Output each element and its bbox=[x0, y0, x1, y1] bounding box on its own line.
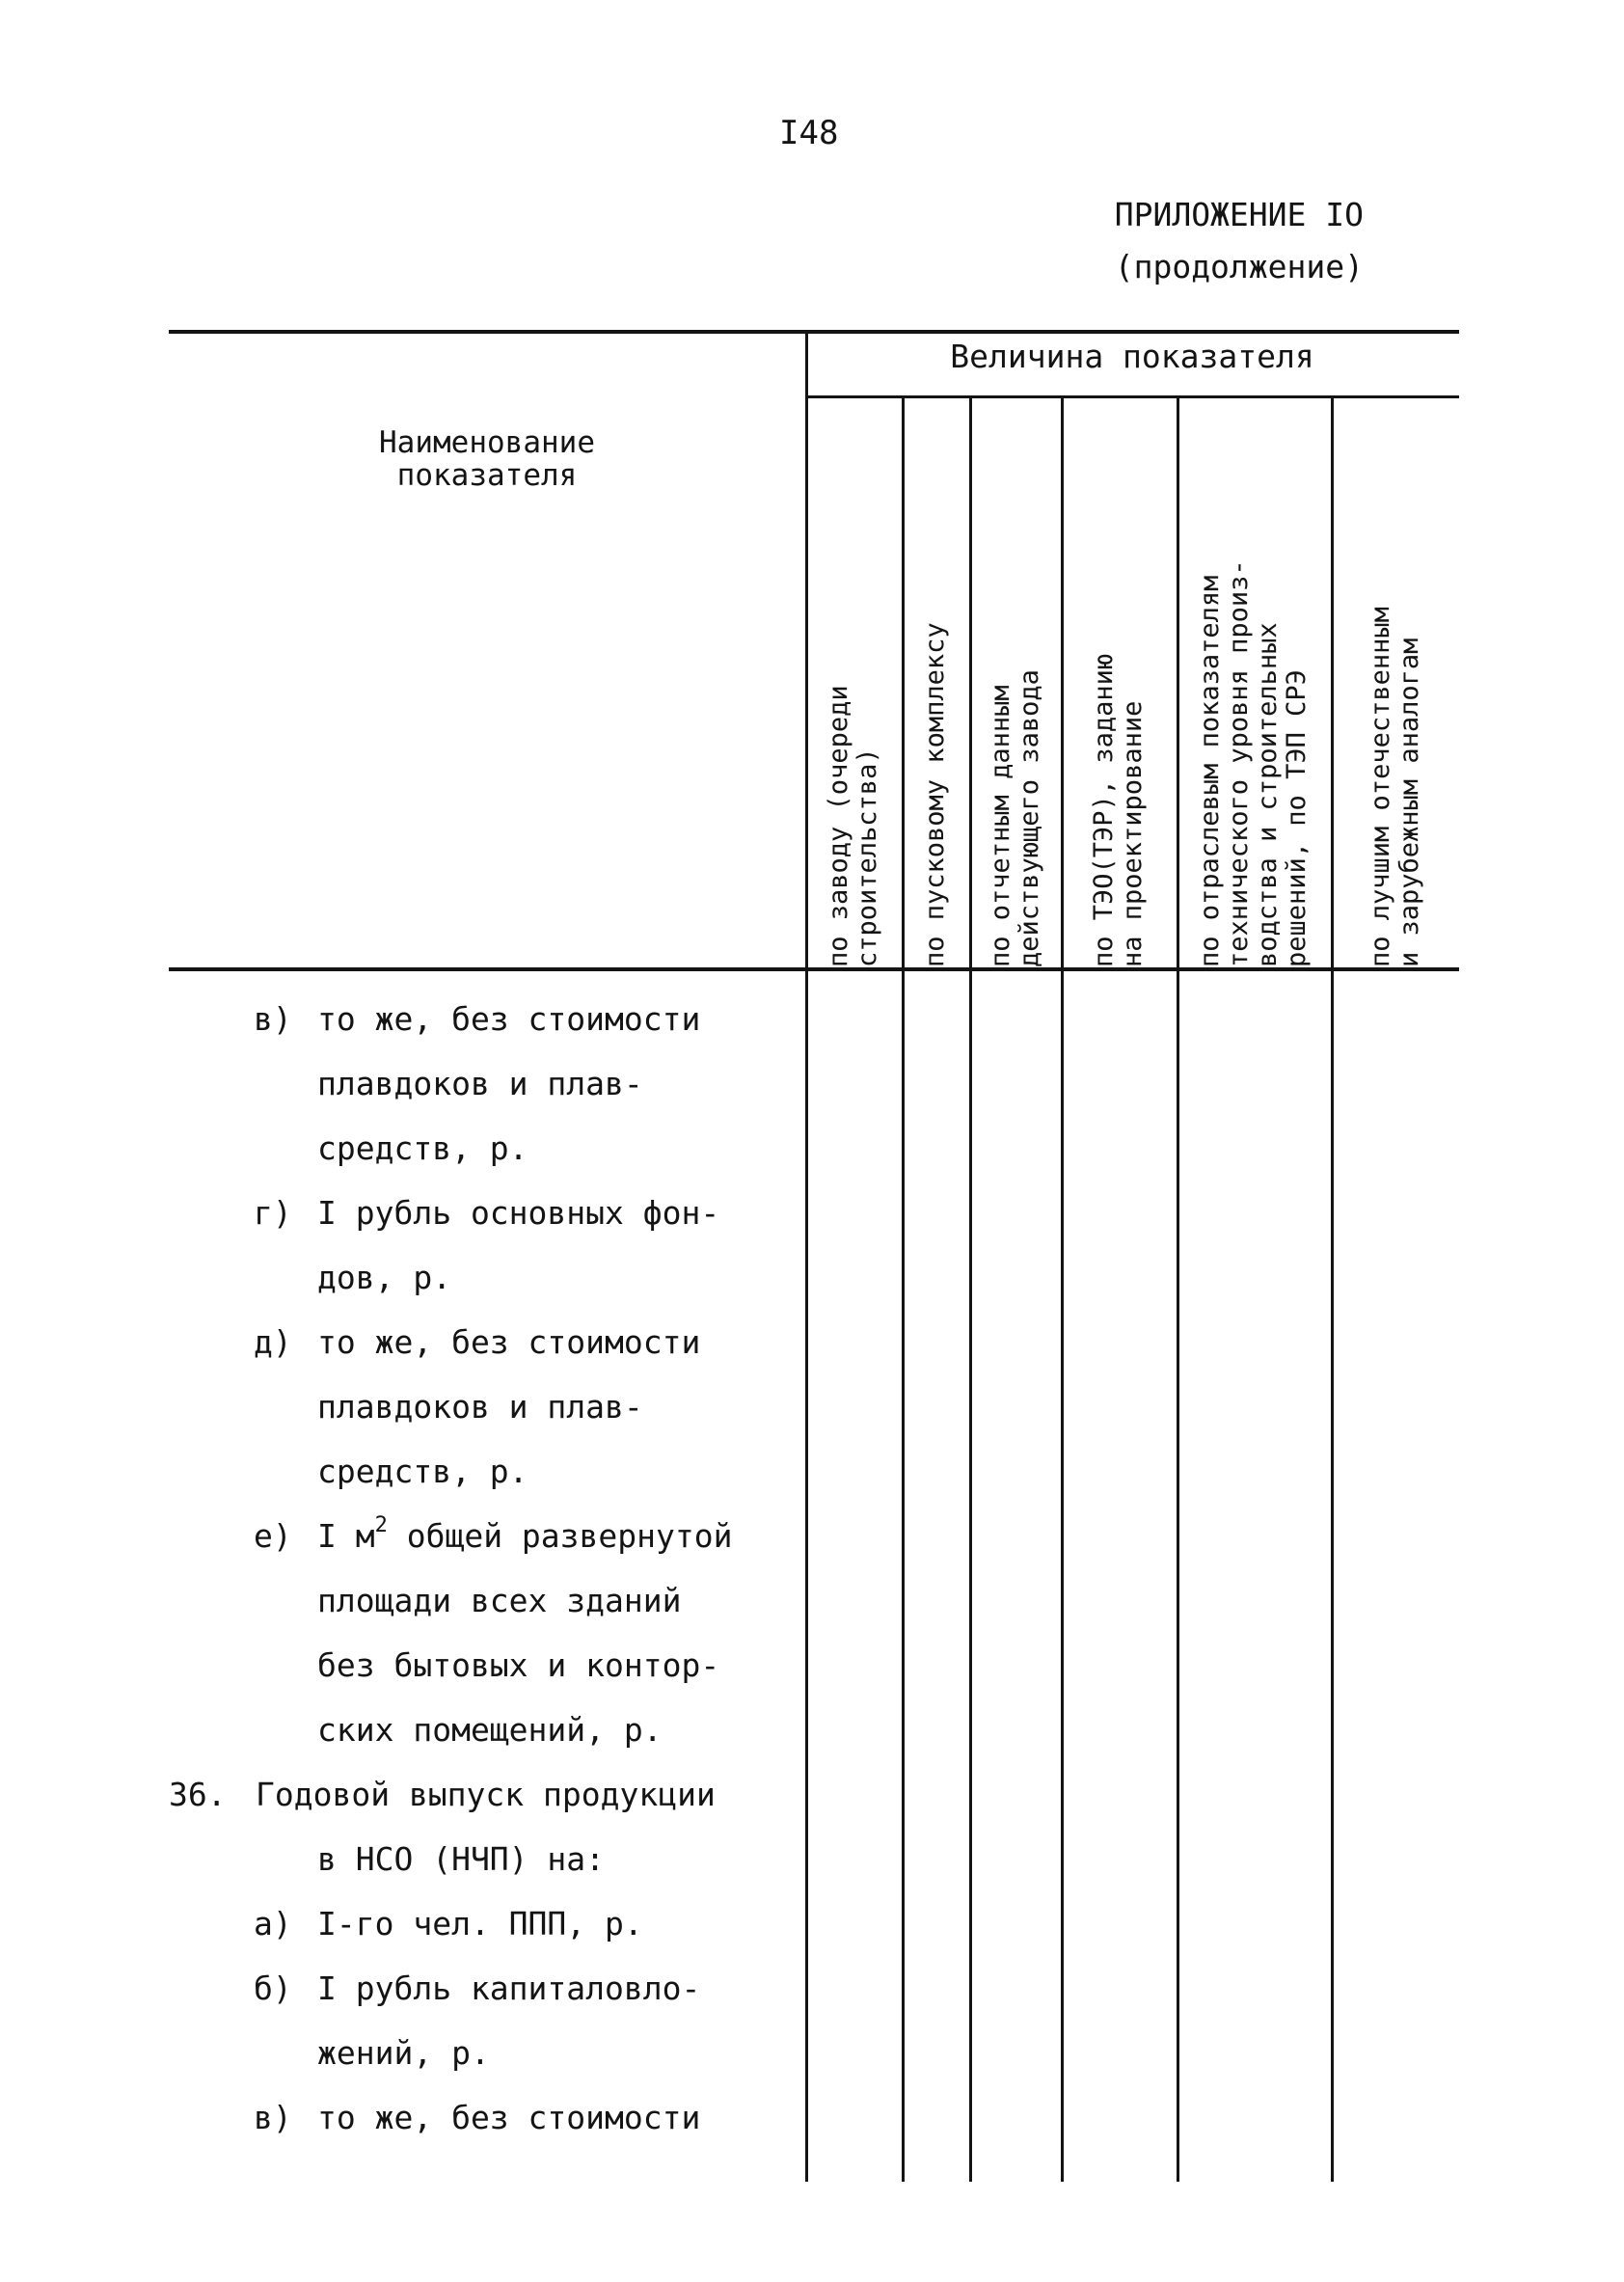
column-divider bbox=[969, 395, 972, 2182]
column-header-line: действующего завода bbox=[1015, 669, 1044, 967]
row-text: I м bbox=[317, 1517, 375, 1555]
row-text: I-го чел. ППП, р. bbox=[317, 1905, 643, 1942]
row-text: то же, без стоимости bbox=[317, 1000, 701, 1038]
column-header bbox=[825, 685, 882, 967]
table-row bbox=[169, 1762, 716, 1827]
name-header bbox=[169, 426, 805, 492]
column-header-line: и зарубежным аналогам bbox=[1394, 638, 1424, 967]
table-row bbox=[254, 1181, 719, 1245]
row-label: б) bbox=[254, 1970, 292, 2007]
column-header-line: технического уровня произ- bbox=[1224, 559, 1254, 967]
table-row bbox=[254, 987, 700, 1051]
column-divider bbox=[1177, 395, 1179, 2182]
row-label: е) bbox=[254, 1517, 292, 1555]
column-divider bbox=[1331, 395, 1334, 2182]
row-text: без бытовых и контор- bbox=[317, 1646, 720, 1684]
column-header-line: на проектирование bbox=[1118, 700, 1148, 967]
appendix-heading bbox=[1115, 189, 1364, 293]
table-row bbox=[254, 1051, 643, 1116]
group-header: Величина показателя bbox=[950, 338, 1314, 375]
row-text: то же, без стоимости bbox=[317, 2099, 701, 2136]
column-header-line: по пусковому комплексу bbox=[920, 622, 950, 967]
row-text: I рубль капиталовло- bbox=[317, 1970, 701, 2007]
column-divider bbox=[1061, 395, 1064, 2182]
row-label: д) bbox=[254, 1323, 292, 1361]
row-text: дов, р. bbox=[317, 1259, 452, 1296]
name-header-line-1: Наименование bbox=[379, 425, 595, 460]
row-text: плавдоков и плав- bbox=[317, 1388, 643, 1426]
row-label: 36. bbox=[169, 1776, 227, 1813]
header-bottom-rule bbox=[169, 967, 1459, 971]
column-header-line: водства и строительных bbox=[1253, 622, 1283, 967]
column-header bbox=[921, 622, 950, 967]
row-label: в) bbox=[254, 1000, 292, 1038]
column-divider bbox=[902, 395, 905, 2182]
table-row bbox=[254, 1698, 663, 1762]
row-text: средств, р. bbox=[317, 1453, 528, 1490]
table-row bbox=[254, 1116, 528, 1181]
column-header bbox=[1090, 654, 1148, 967]
row-text: то же, без стоимости bbox=[317, 1323, 701, 1361]
table-row bbox=[254, 1504, 732, 1568]
row-text: плавдоков и плав- bbox=[317, 1065, 643, 1102]
table-top-rule bbox=[169, 330, 1459, 334]
row-text: жений, р. bbox=[317, 2034, 490, 2072]
row-text: Годовой выпуск продукции bbox=[256, 1776, 716, 1813]
column-header bbox=[987, 669, 1044, 967]
row-text: средств, р. bbox=[317, 1129, 528, 1167]
appendix-title: ПРИЛОЖЕНИЕ IO bbox=[1114, 196, 1364, 233]
row-label: а) bbox=[254, 1905, 292, 1942]
table-row bbox=[254, 1310, 700, 1374]
name-header-line-2: показателя bbox=[396, 458, 578, 493]
appendix-subtitle: (продолжение) bbox=[1114, 248, 1364, 285]
table-row bbox=[254, 1633, 719, 1698]
table-row bbox=[254, 1374, 643, 1439]
column-header-line: решений, по ТЭП СРЭ bbox=[1282, 669, 1312, 967]
row-text: площади всех зданий bbox=[317, 1582, 682, 1619]
column-header-line: по отчетным данным bbox=[986, 685, 1015, 967]
table-row bbox=[254, 1568, 682, 1633]
column-header bbox=[1196, 559, 1312, 967]
row-text: ских помещений, р. bbox=[317, 1711, 663, 1749]
table-row bbox=[254, 1956, 700, 2021]
row-superscript: 2 bbox=[374, 1513, 388, 1537]
row-label: г) bbox=[254, 1194, 292, 1232]
column-divider bbox=[805, 330, 808, 2182]
table-row bbox=[254, 1827, 605, 1891]
column-header-line: по лучшим отечественным bbox=[1366, 607, 1395, 967]
table-row bbox=[254, 2021, 490, 2085]
row-text-after: общей развернутой bbox=[387, 1517, 733, 1555]
page-number: I48 bbox=[779, 114, 839, 152]
table-row bbox=[254, 2085, 700, 2150]
column-header-line: строительства) bbox=[853, 747, 882, 967]
row-text: I рубль основных фон- bbox=[317, 1194, 720, 1232]
row-label: в) bbox=[254, 2099, 292, 2136]
column-header-line: по заводу (очереди bbox=[824, 685, 853, 967]
column-header bbox=[1367, 607, 1424, 967]
table-row bbox=[254, 1245, 451, 1310]
row-text: в НСО (НЧП) на: bbox=[317, 1840, 606, 1878]
column-header-line: по отраслевым показателям bbox=[1195, 575, 1225, 967]
table-row bbox=[254, 1439, 528, 1504]
column-header-line: по ТЭО(ТЭР), заданию bbox=[1089, 653, 1119, 967]
table-row bbox=[254, 1891, 643, 1956]
